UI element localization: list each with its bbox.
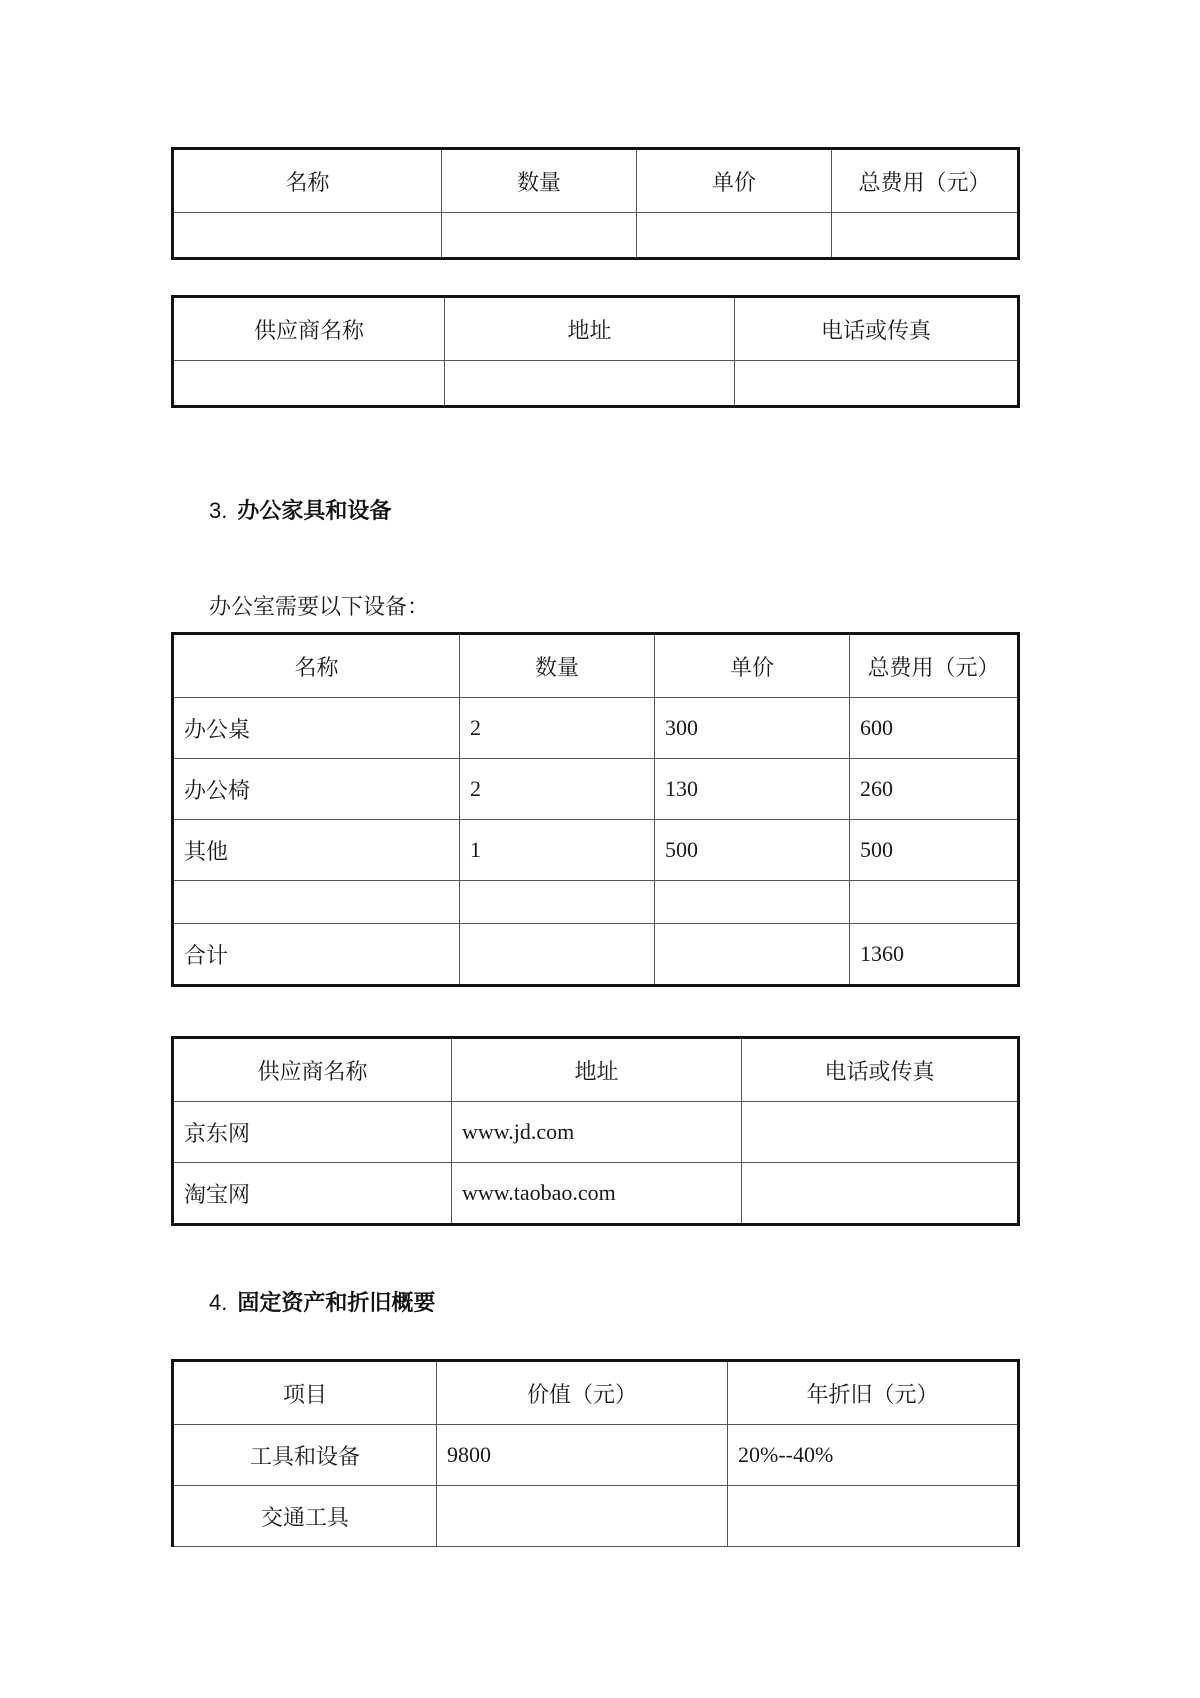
asset-depreciation: 20%--40% xyxy=(728,1425,1019,1486)
section-title: 办公家具和设备 xyxy=(237,499,392,524)
office-equipment-table xyxy=(171,632,1020,987)
table-cell xyxy=(735,361,1019,407)
section-number: 4. xyxy=(209,1290,228,1315)
supplier-phone xyxy=(742,1163,1019,1225)
item-unit-price: 500 xyxy=(655,820,850,881)
table-row xyxy=(173,361,1019,407)
header-address: 地址 xyxy=(452,1038,742,1102)
header-name: 名称 xyxy=(173,149,442,213)
header-annual-depreciation: 年折旧（元） xyxy=(728,1361,1019,1425)
supplier-phone xyxy=(742,1102,1019,1163)
item-total: 600 xyxy=(850,698,1019,759)
table-cell xyxy=(442,213,637,259)
table-cell xyxy=(832,213,1019,259)
header-name: 名称 xyxy=(173,634,460,698)
item-name: 办公椅 xyxy=(173,759,460,820)
table-cell xyxy=(655,924,850,986)
supplier-address: www.jd.com xyxy=(452,1102,742,1163)
header-supplier-name: 供应商名称 xyxy=(173,297,445,361)
header-unit-price: 单价 xyxy=(637,149,832,213)
supplier-address: www.taobao.com xyxy=(452,1163,742,1225)
header-item: 项目 xyxy=(173,1361,437,1425)
table-header-row xyxy=(173,149,1019,213)
table-row xyxy=(173,1425,1019,1486)
asset-depreciation xyxy=(728,1486,1019,1547)
asset-item: 交通工具 xyxy=(173,1486,437,1547)
asset-value: 9800 xyxy=(437,1425,728,1486)
item-total: 260 xyxy=(850,759,1019,820)
section-title: 固定资产和折旧概要 xyxy=(237,1291,436,1316)
item-total: 500 xyxy=(850,820,1019,881)
table-cell xyxy=(173,213,442,259)
section-3-intro: 办公室需要以下设备： xyxy=(209,595,430,620)
table-header-row xyxy=(173,1361,1019,1425)
header-total-cost: 总费用（元） xyxy=(850,634,1019,698)
table-cell xyxy=(173,361,445,407)
section-number: 3. xyxy=(209,498,228,523)
item-name: 其他 xyxy=(173,820,460,881)
header-unit-price: 单价 xyxy=(655,634,850,698)
item-name xyxy=(173,881,460,924)
table-total-row xyxy=(173,924,1019,986)
table-cell xyxy=(460,924,655,986)
header-quantity: 数量 xyxy=(442,149,637,213)
fixed-assets-table xyxy=(171,1359,1020,1547)
table-row xyxy=(173,820,1019,881)
section-3-heading xyxy=(209,494,391,525)
table-cell xyxy=(445,361,735,407)
table-row xyxy=(173,881,1019,924)
item-quantity xyxy=(460,881,655,924)
item-total xyxy=(850,881,1019,924)
header-phone-fax: 电话或传真 xyxy=(742,1038,1019,1102)
item-quantity: 2 xyxy=(460,759,655,820)
table-row xyxy=(173,1486,1019,1547)
supplier-name: 京东网 xyxy=(173,1102,452,1163)
table-cell xyxy=(637,213,832,259)
header-total-cost: 总费用（元） xyxy=(832,149,1019,213)
supplier-table-1 xyxy=(171,295,1020,408)
section-4-heading xyxy=(209,1286,435,1317)
table-header-row xyxy=(173,297,1019,361)
header-phone-fax: 电话或传真 xyxy=(735,297,1019,361)
asset-value xyxy=(437,1486,728,1547)
table-row xyxy=(173,213,1019,259)
table-row xyxy=(173,698,1019,759)
asset-item: 工具和设备 xyxy=(173,1425,437,1486)
header-quantity: 数量 xyxy=(460,634,655,698)
table-header-row xyxy=(173,634,1019,698)
item-quantity: 2 xyxy=(460,698,655,759)
item-unit-price: 130 xyxy=(655,759,850,820)
table-row xyxy=(173,1102,1019,1163)
supplier-table-2 xyxy=(171,1036,1020,1226)
item-quantity: 1 xyxy=(460,820,655,881)
header-supplier-name: 供应商名称 xyxy=(173,1038,452,1102)
total-value: 1360 xyxy=(850,924,1019,986)
header-address: 地址 xyxy=(445,297,735,361)
item-unit-price: 300 xyxy=(655,698,850,759)
table-header-row xyxy=(173,1038,1019,1102)
table-row xyxy=(173,759,1019,820)
total-label: 合计 xyxy=(173,924,460,986)
equipment-cost-table-1 xyxy=(171,147,1020,260)
item-name: 办公桌 xyxy=(173,698,460,759)
header-value: 价值（元） xyxy=(437,1361,728,1425)
table-row xyxy=(173,1163,1019,1225)
item-unit-price xyxy=(655,881,850,924)
supplier-name: 淘宝网 xyxy=(173,1163,452,1225)
